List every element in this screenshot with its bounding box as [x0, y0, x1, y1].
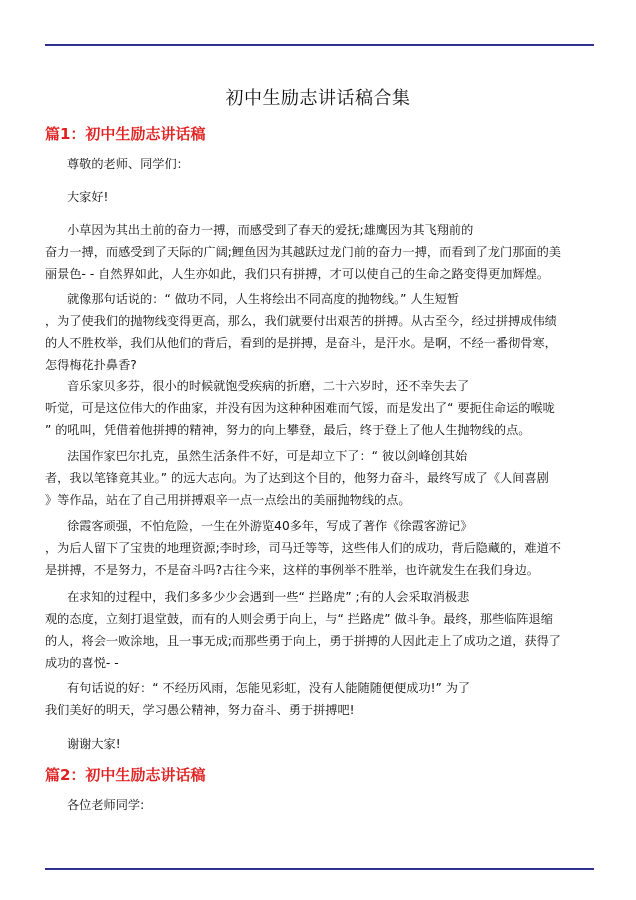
text-line: 怎得梅花扑鼻香?	[45, 358, 137, 372]
paragraph-obstacles	[45, 586, 595, 674]
document-title: 初中生励志讲话稿合集	[225, 88, 411, 109]
text-line: 观的态度，立刻打退堂鼓，而有的人则会勇于向上，与“ 拦路虎” 做斗争。最终，那些临阵退缩	[45, 612, 553, 626]
paragraph-parabola	[45, 288, 595, 376]
paragraph-rainbow	[45, 677, 595, 721]
text-line: 小草因为其出土前的奋力一搏，而感受到了春天的爱抚;雄鹰因为其飞翔前的	[67, 223, 474, 237]
paragraph-greeting	[45, 153, 595, 175]
section-heading-2: 篇2：初中生励志讲话稿	[45, 766, 206, 784]
header-rule	[45, 44, 594, 46]
text-line: ，为后人留下了宝贵的地理资源;李时珍，司马迁等等，这些伟人们的成功，背后隐藏的，难道不	[45, 541, 561, 555]
text-line: 》等作品，站在了自己用拼搏艰辛一点一点绘出的美丽抛物线的点。	[45, 493, 411, 507]
text-line: 奋力一搏，而感受到了天际的广阔;鲤鱼因为其越跃过龙门前的奋力一搏，而看到了龙门那面的美	[45, 245, 561, 259]
paragraph-xu-xiake	[45, 515, 595, 581]
text-line: 各位老师同学:	[67, 798, 145, 812]
text-line: 成功的喜悦- -	[45, 656, 119, 670]
paragraph-grass	[45, 219, 595, 285]
text-line: 是拼搏，不是努力，不是奋斗吗?古往今来，这样的事例举不胜举，也许就发生在我们身边。	[45, 563, 539, 577]
text-line: 有句话说的好：“ 不经历风雨，怎能见彩虹，没有人能随随便便成功!” 为了	[67, 681, 471, 695]
paragraph-greeting-2	[45, 794, 595, 816]
text-line: 就像那句话说的：“ 做功不同，人生将绘出不同高度的抛物线。” 人生短暂	[67, 292, 460, 306]
text-line: 的人不胜枚举，我们从他们的背后，看到的是拼搏，是奋斗，是汗水。是啊，不经一番彻骨寒，	[45, 336, 557, 350]
text-line: 听觉，可是这位伟大的作曲家，并没有因为这种种困难而气馁，而是发出了“ 要扼住命运的喉咙	[45, 401, 555, 415]
paragraph-beethoven	[45, 375, 595, 441]
text-line: 徐霞客顽强，不怕危险，一生在外游览40多年，写成了著作《徐霞客游记》	[67, 519, 473, 533]
text-line: 的人，将会一败涂地，且一事无成;而那些勇于向上，勇于拼搏的人因此走上了成功之道，获得了	[45, 634, 561, 648]
text-line: 谢谢大家!	[67, 737, 121, 751]
paragraph-hello	[45, 186, 595, 208]
section-heading-1: 篇1：初中生励志讲话稿	[45, 125, 206, 143]
text-line: 大家好!	[67, 190, 109, 204]
text-line: 丽景色- - 自然界如此，人生亦如此，我们只有拼搏，才可以使自己的生命之路变得更加辉煌。	[45, 267, 550, 281]
text-line: 音乐家贝多芬，很小的时候就饱受疾病的折磨，二十六岁时，还不幸失去了	[67, 379, 470, 393]
text-line: ” 的吼叫，凭借着他拼搏的精神，努力的向上攀登，最后，终于登上了他人生抛物线的点。	[45, 423, 531, 437]
paragraph-thanks	[45, 733, 595, 755]
footer-rule	[45, 868, 594, 870]
text-line: ，为了使我们的抛物线变得更高，那么，我们就要付出艰苦的拼搏。从古至今，经过拼搏成伟绩	[45, 314, 557, 328]
text-line: 我们美好的明天，学习愚公精神，努力奋斗、勇于拼搏吧!	[45, 703, 355, 717]
text-line: 者，我以笔锋竟其业。” 的远大志向。为了达到这个目的，他努力奋斗，最终写成了《人间喜剧	[45, 471, 549, 485]
text-line: 在求知的过程中，我们多多少少会遇到一些“ 拦路虎” ;有的人会采取消极悲	[67, 590, 470, 604]
text-line: 尊敬的老师、同学们：	[67, 157, 189, 171]
paragraph-balzac	[45, 445, 595, 511]
text-line: 法国作家巴尔扎克，虽然生活条件不好，可是却立下了：“ 彼以剑峰创其始	[67, 449, 468, 463]
